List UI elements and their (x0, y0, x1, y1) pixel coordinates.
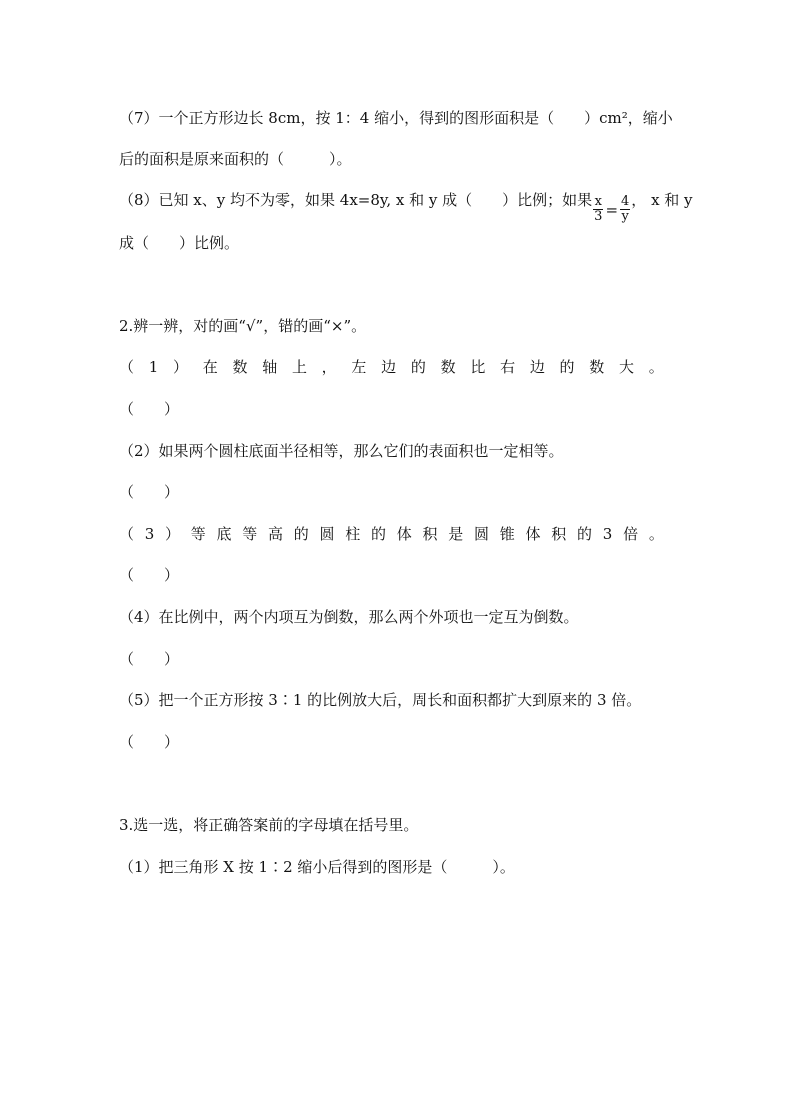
q8-ratio-equation (592, 195, 631, 224)
judge-item-3-statement (119, 524, 664, 544)
statement-char: 大 (619, 358, 635, 376)
statement-char: 比 (470, 358, 486, 376)
statement-char: 的 (577, 525, 593, 543)
statement-char: ， (321, 358, 337, 376)
judge-item-5-statement: （5）把一个正方形按 3∶1 的比例放大后，周长和面积都扩大到原来的 3 倍。 (119, 691, 642, 709)
q8-text-post: ， x 和 y (631, 191, 693, 209)
q8-fraction-2-numerator: 4 (621, 194, 630, 209)
q8-line-1 (119, 190, 693, 224)
statement-char: 体 (525, 525, 541, 543)
statement-char: 锥 (499, 525, 515, 543)
statement-char: 高 (268, 525, 284, 543)
statement-char: 3 (602, 525, 613, 543)
statement-char: 。 (648, 525, 664, 543)
statement-char: 左 (351, 358, 367, 376)
statement-char: 。 (648, 358, 664, 376)
q8-fraction-1 (593, 195, 603, 224)
statement-char: 1 (148, 358, 159, 376)
statement-char: 数 (232, 358, 248, 376)
q8-fraction-1-denominator: 3 (594, 209, 603, 224)
statement-char: 右 (500, 358, 516, 376)
statement-char: 3 (144, 525, 155, 543)
statement-char: 是 (448, 525, 464, 543)
statement-char: （ (119, 358, 135, 376)
judge-item-4-statement: （4）在比例中，两个内项互为倒数，那么两个外项也一定互为倒数。 (119, 608, 579, 626)
statement-char: 底 (216, 525, 232, 543)
q8-line-2: 成（ ）比例。 (119, 234, 240, 252)
statement-char: 数 (589, 358, 605, 376)
judge-item-1-answer-blank: （ ） (119, 400, 180, 418)
judge-item-3-answer-blank: （ ） (119, 566, 180, 584)
q7-line-2: 后的面积是原来面积的（ ）。 (119, 150, 352, 168)
statement-char: 边 (381, 358, 397, 376)
statement-char: 的 (559, 358, 575, 376)
statement-char: 倍 (623, 525, 639, 543)
statement-char: 上 (291, 358, 307, 376)
statement-char: 数 (440, 358, 456, 376)
statement-char: 圆 (474, 525, 490, 543)
statement-char: 圆 (319, 525, 335, 543)
judge-item-5-answer-blank: （ ） (119, 733, 180, 751)
statement-char: 的 (293, 525, 309, 543)
statement-char: 在 (202, 358, 218, 376)
judge-item-4-answer-blank: （ ） (119, 650, 180, 668)
q8-text-pre: （8）已知 x、y 均不为零，如果 4x=8y, x 和 y 成（ ）比例；如果 (119, 191, 593, 209)
statement-char: 轴 (262, 358, 278, 376)
statement-char: 柱 (345, 525, 361, 543)
statement-char: 等 (242, 525, 258, 543)
statement-char: ） (165, 525, 181, 543)
statement-char: 的 (371, 525, 387, 543)
statement-char: 等 (190, 525, 206, 543)
q8-equals: = (605, 200, 619, 219)
statement-char: 边 (529, 358, 545, 376)
q8-fraction-2-denominator: y (621, 209, 629, 224)
statement-char: （ (119, 525, 135, 543)
statement-char: 的 (410, 358, 426, 376)
section-2-heading: 2.辨一辨，对的画“√”，错的画“×”。 (119, 317, 367, 335)
statement-char: ） (173, 358, 189, 376)
q8-fraction-2 (620, 195, 630, 224)
choice-item-1: （1）把三角形 X 按 1∶2 缩小后得到的图形是（ ）。 (119, 858, 515, 876)
section-3-heading: 3.选一选，将正确答案前的字母填在括号里。 (119, 816, 419, 834)
judge-item-2-statement: （2）如果两个圆柱底面半径相等，那么它们的表面积也一定相等。 (119, 442, 564, 460)
statement-char: 体 (396, 525, 412, 543)
q7-line-1: （7）一个正方形边长 8cm，按 1：4 缩小，得到的图形面积是（ ）cm²，缩小 (119, 109, 673, 127)
judge-item-1-statement (119, 357, 664, 377)
statement-char: 积 (422, 525, 438, 543)
statement-char: 积 (551, 525, 567, 543)
judge-item-2-answer-blank: （ ） (119, 483, 180, 501)
q8-fraction-1-numerator: x (594, 194, 602, 209)
